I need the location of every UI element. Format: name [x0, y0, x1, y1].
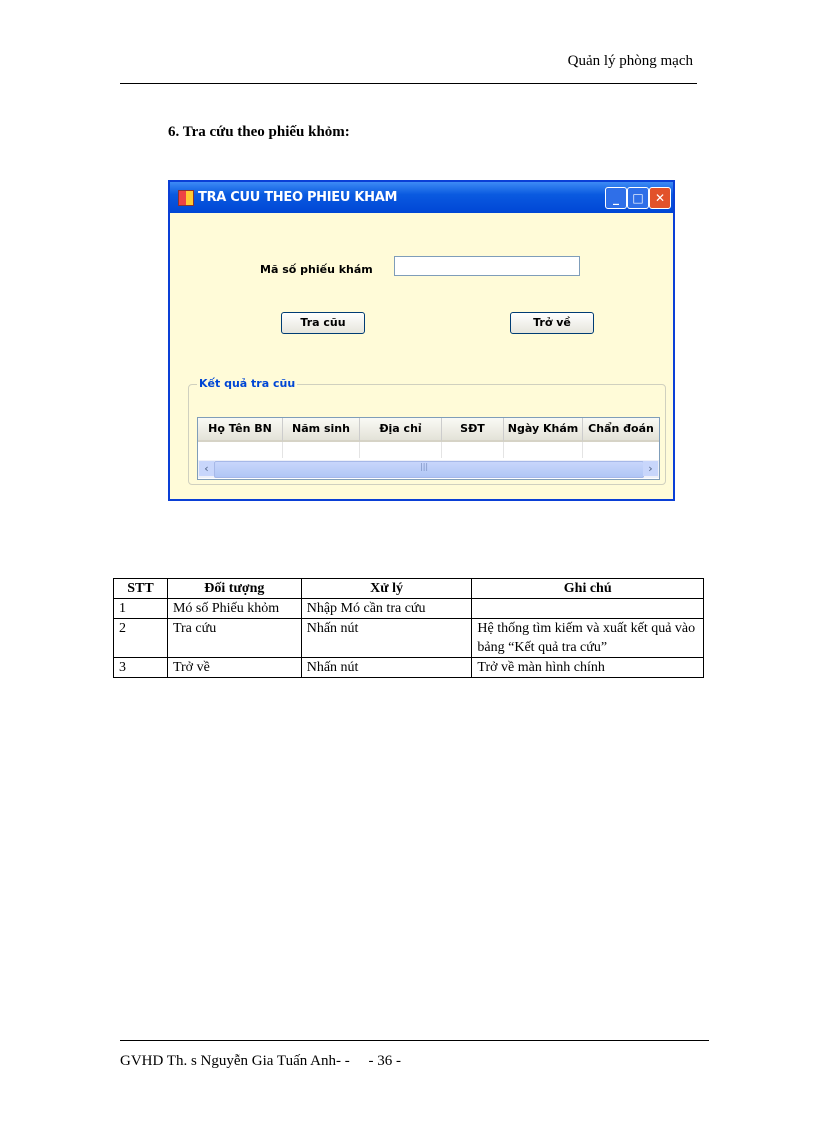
app-window-screenshot: [168, 180, 675, 501]
back-button[interactable]: Trở về: [510, 312, 594, 334]
description-table: [113, 578, 704, 678]
cell: Trở về màn hình chính: [472, 658, 704, 678]
window-title: TRA CUU THEO PHIEU KHAM: [198, 190, 398, 205]
column-header[interactable]: Chẩn đoán: [583, 418, 659, 442]
cell: Hệ thống tìm kiếm và xuất kết quả vào bảng “Kết quả tra cứu”: [472, 619, 704, 658]
table-header-row: [114, 579, 704, 599]
ma-so-input[interactable]: [394, 256, 580, 276]
search-button[interactable]: Tra cũu: [281, 312, 365, 334]
grid-cell[interactable]: [504, 442, 583, 458]
grid-cell[interactable]: [442, 442, 504, 458]
column-header[interactable]: Ngày Khám: [504, 418, 583, 442]
cell: [472, 599, 704, 619]
grid-cell[interactable]: [198, 442, 283, 458]
header-divider: [120, 83, 697, 84]
table-row: [114, 599, 704, 619]
header-cell: Đối tượng: [167, 579, 301, 599]
table-row: [114, 658, 704, 678]
results-group-title: Kết quả tra cũu: [199, 377, 296, 390]
results-grid[interactable]: [197, 417, 660, 480]
app-icon: [178, 190, 194, 206]
cell: Trở về: [167, 658, 301, 678]
scroll-left-icon[interactable]: ‹: [199, 461, 214, 476]
maximize-button[interactable]: □: [627, 187, 649, 209]
cell: Nhấn nút: [301, 619, 472, 658]
ma-so-label: Mã số phiếu khám: [260, 263, 373, 276]
cell: Mó số Phiếu khỏm: [167, 599, 301, 619]
header-cell: Xử lý: [301, 579, 472, 599]
cell: 2: [114, 619, 168, 658]
cell: 1: [114, 599, 168, 619]
column-header[interactable]: Địa chỉ: [360, 418, 442, 442]
cell: 3: [114, 658, 168, 678]
footer-divider: [120, 1040, 709, 1041]
cell: Tra cứu: [167, 619, 301, 658]
title-bar: [170, 182, 673, 213]
header-cell: STT: [114, 579, 168, 599]
close-button[interactable]: ✕: [649, 187, 671, 209]
minimize-button[interactable]: _: [605, 187, 627, 209]
grip-icon: |||: [420, 462, 429, 471]
scroll-right-icon[interactable]: ›: [643, 461, 658, 476]
cell: Nhập Mó cần tra cứu: [301, 599, 472, 619]
page-footer: GVHD Th. s Nguyễn Gia Tuấn Anh- - - 36 -: [120, 1053, 401, 1069]
table-row: [114, 619, 704, 658]
section-heading: 6. Tra cứu theo phiếu khỏm:: [168, 124, 350, 140]
page-header: Quản lý phòng mạch: [567, 53, 693, 69]
grid-cell[interactable]: [283, 442, 360, 458]
scroll-thumb[interactable]: [214, 461, 644, 478]
grid-cell[interactable]: [360, 442, 442, 458]
column-header[interactable]: Họ Tên BN: [198, 418, 283, 442]
cell: Nhấn nút: [301, 658, 472, 678]
column-header[interactable]: Năm sinh: [283, 418, 360, 442]
column-header[interactable]: SĐT: [442, 418, 504, 442]
horizontal-scrollbar[interactable]: [198, 460, 659, 478]
header-cell: Ghi chú: [472, 579, 704, 599]
